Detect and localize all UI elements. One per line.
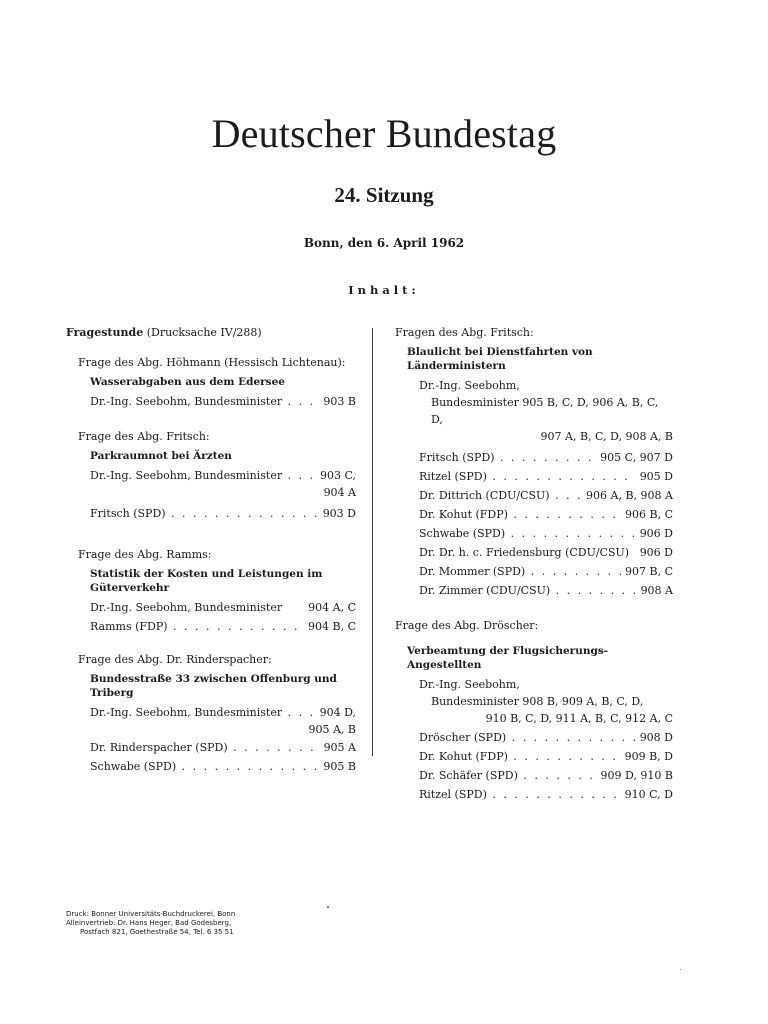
speaker-name: Dr.-Ing. Seebohm, xyxy=(419,379,520,392)
speaker-name: Fritsch (SPD) . . . xyxy=(419,449,596,466)
page-refs-continued: 907 A, B, C, D, 908 A, B xyxy=(540,430,673,443)
page-refs: 905 D xyxy=(639,470,673,483)
question-topic: Blaulicht bei Dienstfahrten von Länderministern xyxy=(407,346,593,372)
speaker-entry xyxy=(395,506,673,523)
question-block xyxy=(66,546,356,635)
page-refs: 904 B, C xyxy=(308,620,356,633)
question-asker: Frage des Abg. Dr. Rinderspacher: xyxy=(78,653,272,666)
question-topic: Parkraumnot bei Ärzten xyxy=(90,450,232,462)
question-block xyxy=(395,324,673,599)
speaker-entry xyxy=(78,618,356,635)
page-refs-continued: 904 A xyxy=(323,486,356,499)
speaker-name: Dr. Dittrich (CDU/CSU) . . . xyxy=(419,487,582,504)
question-block xyxy=(66,651,356,775)
page-refs: 903 D xyxy=(322,507,356,520)
section-heading: Fragestunde xyxy=(66,326,144,339)
speaker-entry xyxy=(395,487,673,504)
question-asker: Frage des Abg. Fritsch: xyxy=(78,430,210,443)
page-refs: 905 C, 907 D xyxy=(600,451,673,464)
page-refs: 907 B, C xyxy=(625,565,673,578)
question-asker: Fragen des Abg. Fritsch: xyxy=(395,326,534,339)
page-refs: 905 B xyxy=(323,760,356,773)
speaker-name: Dr. Rinderspacher (SPD) . . . xyxy=(90,739,320,756)
speaker-name: Dr. Schäfer (SPD) . . . xyxy=(419,767,597,784)
speaker-name: Schwabe (SPD) . . . xyxy=(90,758,319,775)
speaker-entry xyxy=(395,748,673,765)
page-refs: 910 C, D xyxy=(624,788,673,801)
imprint xyxy=(66,910,235,937)
speaker-entry xyxy=(395,729,673,746)
page-refs: 908 A xyxy=(640,584,673,597)
speaker-name: Dr.-Ing. Seebohm, xyxy=(419,678,520,691)
page-refs: Bundesminister 908 B, 909 A, B, C, D, xyxy=(431,695,644,708)
page-refs: 908 D xyxy=(639,731,673,744)
speaker-entry xyxy=(395,676,673,727)
question-topic: Bundesstraße 33 zwischen Offenburg und Triberg xyxy=(90,673,337,699)
question-block xyxy=(395,617,673,803)
question-topic: Wasserabgaben aus dem Edersee xyxy=(90,376,285,388)
page-refs-continued: 905 A, B xyxy=(308,723,356,736)
question-block xyxy=(66,354,356,410)
page-refs: 904 A, C xyxy=(308,601,356,614)
speaker-entry xyxy=(78,467,356,484)
question-asker: Frage des Abg. Ramms: xyxy=(78,548,212,561)
speaker-name: Dr. Dr. h. c. Friedensburg (CDU/CSU) xyxy=(419,546,630,559)
speaker-name: Fritsch (SPD) . . . xyxy=(90,505,319,522)
section-heading-ref: (Drucksache IV/288) xyxy=(146,326,262,339)
contents-left-column xyxy=(66,324,356,775)
speaker-entry xyxy=(395,525,673,542)
contents-heading: Inhalt: xyxy=(348,283,420,297)
speaker-entry xyxy=(395,544,673,561)
speaker-name: Ritzel (SPD) . . . xyxy=(419,468,636,485)
question-block xyxy=(66,428,356,522)
speaker-entry xyxy=(78,505,356,522)
speaker-entry xyxy=(78,704,356,721)
question-topic: Verbeamtung der Flugsicherungs-Angestellten xyxy=(407,645,609,671)
speaker-entry xyxy=(78,758,356,775)
page-refs: 904 D, xyxy=(319,706,356,719)
speaker-name: Dr. Kohut (FDP) . . . xyxy=(419,506,621,523)
page-refs: 906 A, B, 908 A xyxy=(586,489,673,502)
speaker-entry xyxy=(78,599,356,616)
speaker-entry xyxy=(395,449,673,466)
imprint-distributor: Alleinvertrieb: Dr. Hans Heger, Bad Godesberg, xyxy=(66,919,232,927)
speaker-entry xyxy=(395,786,673,803)
speaker-entry xyxy=(395,468,673,485)
imprint-address: Postfach 821, Goethestraße 54, Tel. 6 35 51 xyxy=(80,928,234,936)
speaker-name: Dr.-Ing. Seebohm, Bundesminister . . . xyxy=(90,393,319,410)
page-refs: 903 B xyxy=(323,395,356,408)
scan-speck xyxy=(327,906,329,908)
page-refs: Bundesminister 905 B, C, D, 906 A, B, C, D, xyxy=(431,396,659,426)
speaker-entry xyxy=(78,739,356,756)
imprint-printer: Druck: Bonner Universitäts-Buchdruckerei, Bonn xyxy=(66,910,236,918)
speaker-entry xyxy=(395,767,673,784)
page-refs-continued: 910 B, C, D, 911 A, B, C, 912 A, C xyxy=(485,712,673,725)
speaker-entry xyxy=(78,393,356,410)
page-refs: 903 C, xyxy=(319,469,356,482)
speaker-name: Dr.-Ing. Seebohm, Bundesminister xyxy=(90,601,283,614)
page-refs: 906 B, C xyxy=(625,508,673,521)
contents-right-column xyxy=(395,324,673,803)
page-title: Deutscher Bundestag xyxy=(211,111,557,156)
speaker-name: Ramms (FDP) . . . xyxy=(90,618,304,635)
place-date: Bonn, den 6. April 1962 xyxy=(303,236,465,250)
speaker-entry xyxy=(395,582,673,599)
speaker-entry xyxy=(395,377,673,445)
speaker-name: Dröscher (SPD) . . . xyxy=(419,729,636,746)
column-divider xyxy=(372,328,373,756)
fragestunde-heading xyxy=(66,324,356,341)
speaker-name: Dr. Zimmer (CDU/CSU) . . . xyxy=(419,582,637,599)
speaker-name: Dr.-Ing. Seebohm, Bundesminister . . . xyxy=(90,704,316,721)
question-topic: Statistik der Kosten und Leistungen im Güterverkehr xyxy=(90,568,323,594)
page-refs: 909 D, 910 B xyxy=(600,769,673,782)
scan-speck xyxy=(680,969,681,970)
speaker-name: Schwabe (SPD) . . . xyxy=(419,525,636,542)
page-refs: 906 D xyxy=(639,527,673,540)
speaker-name: Dr.-Ing. Seebohm, Bundesminister . . . xyxy=(90,467,316,484)
speaker-name: Dr. Kohut (FDP) . . . xyxy=(419,748,621,765)
question-asker: Frage des Abg. Dröscher: xyxy=(395,619,539,632)
page-refs: 909 B, D xyxy=(624,750,673,763)
session-title: 24. Sitzung xyxy=(334,183,434,207)
speaker-entry xyxy=(395,563,673,580)
speaker-name: Dr. Mommer (SPD) . . . xyxy=(419,563,621,580)
question-asker: Frage des Abg. Höhmann (Hessisch Lichtenau): xyxy=(78,356,346,369)
speaker-name: Ritzel (SPD) . . . xyxy=(419,786,621,803)
page-refs: 905 A xyxy=(323,741,356,754)
page-refs: 906 D xyxy=(639,546,673,559)
